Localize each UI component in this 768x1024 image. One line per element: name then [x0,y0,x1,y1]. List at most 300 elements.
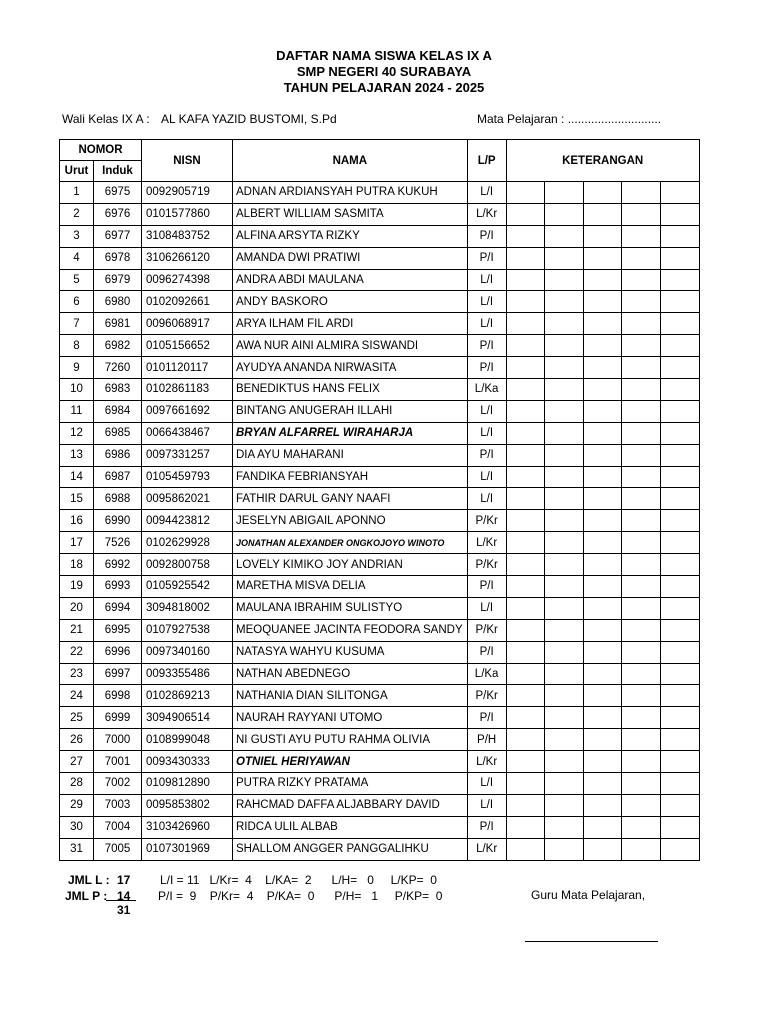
cell-keterangan[interactable] [660,444,699,466]
cell-lp: L/Kr [467,203,506,225]
cell-keterangan[interactable] [506,773,544,795]
cell-keterangan[interactable] [621,182,660,204]
cell-keterangan[interactable] [583,751,621,773]
cell-induk: 6995 [94,619,142,641]
cell-keterangan[interactable] [583,663,621,685]
title-line-3: TAHUN PELAJARAN 2024 - 2025 [283,80,485,95]
cell-keterangan[interactable] [621,510,660,532]
cell-keterangan[interactable] [544,203,583,225]
cell-keterangan[interactable] [621,400,660,422]
cell-keterangan[interactable] [583,729,621,751]
cell-keterangan[interactable] [621,357,660,379]
cell-nama: FATHIR DARUL GANY NAAFI [233,488,468,510]
cell-keterangan[interactable] [660,422,699,444]
cell-nama: ALBERT WILLIAM SASMITA [233,203,468,225]
cell-keterangan[interactable] [621,838,660,860]
cell-urut: 31 [60,838,94,860]
cell-lp: L/Ka [467,663,506,685]
cell-keterangan[interactable] [621,619,660,641]
cell-lp: P/I [467,707,506,729]
cell-keterangan[interactable] [660,794,699,816]
cell-keterangan[interactable] [506,685,544,707]
cell-induk: 7003 [94,794,142,816]
cell-keterangan[interactable] [544,554,583,576]
cell-nama: NATASYA WAHYU KUSUMA [233,641,468,663]
cell-keterangan[interactable] [506,619,544,641]
cell-keterangan[interactable] [544,269,583,291]
cell-induk: 7005 [94,838,142,860]
cell-nisn: 0096068917 [142,313,233,335]
cell-keterangan[interactable] [660,729,699,751]
cell-induk: 6983 [94,379,142,401]
cell-lp: L/I [467,466,506,488]
cell-keterangan[interactable] [506,576,544,598]
cell-keterangan[interactable] [621,794,660,816]
cell-keterangan[interactable] [544,816,583,838]
cell-keterangan[interactable] [544,597,583,619]
table-row [60,225,700,247]
cell-nisn: 0092800758 [142,554,233,576]
cell-keterangan[interactable] [660,269,699,291]
cell-nama: SHALLOM ANGGER PANGGALIHKU [233,838,468,860]
cell-urut: 28 [60,773,94,795]
cell-keterangan[interactable] [506,203,544,225]
cell-nisn: 0102629928 [142,532,233,554]
cell-keterangan[interactable] [660,400,699,422]
cell-keterangan[interactable] [506,641,544,663]
cell-keterangan[interactable] [506,794,544,816]
cell-keterangan[interactable] [621,576,660,598]
cell-urut: 12 [60,422,94,444]
cell-keterangan[interactable] [544,379,583,401]
cell-keterangan[interactable] [544,422,583,444]
cell-nama: NAURAH RAYYANI UTOMO [233,707,468,729]
cell-keterangan[interactable] [506,313,544,335]
title-line-2: SMP NEGERI 40 SURABAYA [296,64,472,79]
cell-keterangan[interactable] [660,466,699,488]
cell-keterangan[interactable] [544,335,583,357]
cell-nisn: 0107301969 [142,838,233,860]
cell-lp: P/I [467,357,506,379]
cell-keterangan[interactable] [621,663,660,685]
cell-keterangan[interactable] [544,532,583,554]
cell-keterangan[interactable] [660,532,699,554]
cell-keterangan[interactable] [660,773,699,795]
cell-keterangan[interactable] [583,225,621,247]
cell-keterangan[interactable] [660,379,699,401]
table-row [60,422,700,444]
cell-nisn: 0108999048 [142,729,233,751]
cell-keterangan[interactable] [660,751,699,773]
cell-urut: 14 [60,466,94,488]
cell-nisn: 0107927538 [142,619,233,641]
cell-keterangan[interactable] [544,619,583,641]
cell-induk: 6984 [94,400,142,422]
cell-nama: RIDCA ULIL ALBAB [233,816,468,838]
cell-nama: MEOQUANEE JACINTA FEODORA SANDY [233,619,468,641]
cell-nisn: 0101577860 [142,203,233,225]
cell-keterangan[interactable] [506,510,544,532]
mata-pelajaran-field: Mata Pelajaran : ............................ [477,112,662,126]
cell-urut: 2 [60,203,94,225]
cell-keterangan[interactable] [506,269,544,291]
cell-nisn: 0105925542 [142,576,233,598]
cell-nisn: 3103426960 [142,816,233,838]
cell-urut: 9 [60,357,94,379]
cell-induk: 6976 [94,203,142,225]
cell-nisn: 0097340160 [142,641,233,663]
cell-keterangan[interactable] [660,335,699,357]
cell-nisn: 0102869213 [142,685,233,707]
table-row [60,291,700,313]
cell-keterangan[interactable] [621,379,660,401]
cell-keterangan[interactable] [506,247,544,269]
jml-l-value: 17 [117,873,131,887]
cell-urut: 29 [60,794,94,816]
sum-rule [106,900,136,901]
cell-keterangan[interactable] [544,838,583,860]
cell-lp: P/I [467,641,506,663]
table-row [60,269,700,291]
cell-keterangan[interactable] [660,291,699,313]
cell-nama: BINTANG ANUGERAH ILLAHI [233,400,468,422]
cell-keterangan[interactable] [660,816,699,838]
table-row [60,182,700,204]
cell-lp: P/I [467,247,506,269]
cell-keterangan[interactable] [660,641,699,663]
cell-lp: L/Kr [467,532,506,554]
cell-nama: JESELYN ABIGAIL APONNO [233,510,468,532]
cell-lp: P/H [467,729,506,751]
cell-keterangan[interactable] [583,816,621,838]
column-keterangan: KETERANGAN [506,140,699,182]
cell-keterangan[interactable] [621,773,660,795]
cell-keterangan[interactable] [583,269,621,291]
cell-urut: 30 [60,816,94,838]
cell-keterangan[interactable] [621,247,660,269]
cell-urut: 13 [60,444,94,466]
cell-keterangan[interactable] [506,532,544,554]
cell-keterangan[interactable] [583,444,621,466]
cell-lp: P/Kr [467,685,506,707]
table-row [60,707,700,729]
cell-keterangan[interactable] [544,641,583,663]
cell-keterangan[interactable] [506,444,544,466]
cell-nisn: 0102861183 [142,379,233,401]
cell-keterangan[interactable] [544,291,583,313]
cell-keterangan[interactable] [621,225,660,247]
cell-nama: AMANDA DWI PRATIWI [233,247,468,269]
cell-keterangan[interactable] [583,400,621,422]
cell-keterangan[interactable] [621,751,660,773]
cell-keterangan[interactable] [506,225,544,247]
cell-keterangan[interactable] [506,466,544,488]
table-row [60,247,700,269]
cell-keterangan[interactable] [506,597,544,619]
cell-keterangan[interactable] [544,663,583,685]
cell-keterangan[interactable] [583,554,621,576]
table-row [60,357,700,379]
cell-urut: 16 [60,510,94,532]
cell-nisn: 0105156652 [142,335,233,357]
cell-keterangan[interactable] [583,597,621,619]
cell-keterangan[interactable] [583,838,621,860]
cell-keterangan[interactable] [621,707,660,729]
table-row [60,379,700,401]
cell-keterangan[interactable] [621,291,660,313]
cell-induk: 6997 [94,663,142,685]
cell-nama: LOVELY KIMIKO JOY ANDRIAN [233,554,468,576]
cell-induk: 6993 [94,576,142,598]
cell-urut: 7 [60,313,94,335]
cell-lp: L/Kr [467,838,506,860]
cell-lp: L/I [467,488,506,510]
jml-p-value: 14 [117,889,131,903]
cell-keterangan[interactable] [544,313,583,335]
table-row [60,532,700,554]
table-row [60,466,700,488]
cell-keterangan[interactable] [544,510,583,532]
cell-keterangan[interactable] [660,313,699,335]
cell-lp: P/Kr [467,510,506,532]
cell-keterangan[interactable] [544,794,583,816]
cell-urut: 21 [60,619,94,641]
cell-keterangan[interactable] [621,532,660,554]
cell-lp: L/Ka [467,379,506,401]
cell-keterangan[interactable] [544,225,583,247]
cell-nama: DIA AYU MAHARANI [233,444,468,466]
cell-keterangan[interactable] [660,707,699,729]
cell-urut: 19 [60,576,94,598]
cell-keterangan[interactable] [660,225,699,247]
cell-lp: P/I [467,225,506,247]
cell-urut: 6 [60,291,94,313]
cell-keterangan[interactable] [544,685,583,707]
cell-keterangan[interactable] [621,269,660,291]
cell-keterangan[interactable] [583,182,621,204]
cell-keterangan[interactable] [583,641,621,663]
cell-keterangan[interactable] [621,641,660,663]
table-row [60,203,700,225]
cell-nisn: 0094423812 [142,510,233,532]
cell-keterangan[interactable] [660,488,699,510]
cell-keterangan[interactable] [660,663,699,685]
cell-keterangan[interactable] [583,335,621,357]
cell-nisn: 0066438467 [142,422,233,444]
cell-nama: ALFINA ARSYTA RIZKY [233,225,468,247]
cell-lp: L/I [467,269,506,291]
column-lp: L/P [467,140,506,182]
cell-keterangan[interactable] [506,357,544,379]
cell-keterangan[interactable] [583,532,621,554]
cell-urut: 10 [60,379,94,401]
cell-nisn: 0097661692 [142,400,233,422]
cell-keterangan[interactable] [621,444,660,466]
cell-keterangan[interactable] [621,422,660,444]
cell-nisn: 0095853802 [142,794,233,816]
cell-keterangan[interactable] [544,707,583,729]
cell-induk: 7001 [94,751,142,773]
cell-keterangan[interactable] [506,729,544,751]
cell-lp: L/I [467,291,506,313]
header-row-1 [60,140,700,161]
cell-nisn: 0109812890 [142,773,233,795]
cell-keterangan[interactable] [506,422,544,444]
cell-keterangan[interactable] [583,247,621,269]
cell-keterangan[interactable] [544,773,583,795]
cell-induk: 6978 [94,247,142,269]
cell-keterangan[interactable] [660,247,699,269]
cell-urut: 24 [60,685,94,707]
cell-urut: 18 [60,554,94,576]
table-row [60,510,700,532]
cell-induk: 6988 [94,488,142,510]
cell-keterangan[interactable] [506,488,544,510]
cell-keterangan[interactable] [583,794,621,816]
cell-keterangan[interactable] [660,510,699,532]
cell-keterangan[interactable] [660,597,699,619]
cell-nama: OTNIEL HERIYAWAN [233,751,468,773]
cell-induk: 6998 [94,685,142,707]
cell-keterangan[interactable] [621,203,660,225]
cell-keterangan[interactable] [544,751,583,773]
cell-induk: 7000 [94,729,142,751]
cell-keterangan[interactable] [544,357,583,379]
cell-keterangan[interactable] [621,685,660,707]
cell-keterangan[interactable] [506,400,544,422]
wali-kelas-name: AL KAFA YAZID BUSTOMI, S.Pd [161,112,337,126]
cell-keterangan[interactable] [506,554,544,576]
cell-nisn: 3094818002 [142,597,233,619]
cell-lp: L/I [467,313,506,335]
cell-keterangan[interactable] [583,576,621,598]
column-urut: Urut [60,161,94,182]
signature-line [525,941,658,942]
cell-keterangan[interactable] [544,729,583,751]
cell-keterangan[interactable] [621,335,660,357]
cell-keterangan[interactable] [544,444,583,466]
cell-induk: 6979 [94,269,142,291]
cell-keterangan[interactable] [660,554,699,576]
cell-keterangan[interactable] [506,335,544,357]
cell-nama: RAHCMAD DAFFA ALJABBARY DAVID [233,794,468,816]
cell-induk: 7526 [94,532,142,554]
cell-keterangan[interactable] [621,597,660,619]
cell-induk: 6999 [94,707,142,729]
cell-nisn: 3106266120 [142,247,233,269]
cell-keterangan[interactable] [621,816,660,838]
cell-keterangan[interactable] [544,182,583,204]
cell-urut: 20 [60,597,94,619]
cell-keterangan[interactable] [544,576,583,598]
cell-keterangan[interactable] [544,247,583,269]
cell-nisn: 0096274398 [142,269,233,291]
cell-keterangan[interactable] [621,554,660,576]
cell-keterangan[interactable] [506,707,544,729]
table-row [60,400,700,422]
cell-keterangan[interactable] [506,379,544,401]
cell-urut: 15 [60,488,94,510]
cell-nama: ANDY BASKORO [233,291,468,313]
cell-keterangan[interactable] [583,422,621,444]
cell-induk: 6992 [94,554,142,576]
cell-lp: P/I [467,444,506,466]
cell-lp: P/I [467,816,506,838]
jml-p-label: JML P : [65,889,108,903]
cell-induk: 6990 [94,510,142,532]
table-row [60,729,700,751]
cell-urut: 25 [60,707,94,729]
cell-keterangan[interactable] [583,379,621,401]
cell-urut: 23 [60,663,94,685]
cell-induk: 6981 [94,313,142,335]
cell-keterangan[interactable] [506,291,544,313]
cell-keterangan[interactable] [583,313,621,335]
cell-nisn: 0093430333 [142,751,233,773]
cell-keterangan[interactable] [506,816,544,838]
cell-keterangan[interactable] [583,291,621,313]
cell-keterangan[interactable] [506,838,544,860]
table-row [60,444,700,466]
cell-keterangan[interactable] [583,619,621,641]
cell-keterangan[interactable] [660,838,699,860]
cell-keterangan[interactable] [506,751,544,773]
cell-keterangan[interactable] [583,707,621,729]
cell-induk: 6986 [94,444,142,466]
jml-total: 31 [117,903,131,917]
cell-keterangan[interactable] [621,466,660,488]
cell-urut: 27 [60,751,94,773]
cell-keterangan[interactable] [583,357,621,379]
cell-keterangan[interactable] [660,685,699,707]
student-table [59,139,700,861]
cell-keterangan[interactable] [506,663,544,685]
cell-induk: 6985 [94,422,142,444]
cell-keterangan[interactable] [583,685,621,707]
cell-lp: P/Kr [467,554,506,576]
cell-keterangan[interactable] [660,182,699,204]
cell-lp: P/Kr [467,619,506,641]
cell-urut: 17 [60,532,94,554]
cell-keterangan[interactable] [544,466,583,488]
cell-nisn: 0095862021 [142,488,233,510]
table-row [60,838,700,860]
cell-induk: 6996 [94,641,142,663]
cell-keterangan[interactable] [506,182,544,204]
cell-keterangan[interactable] [583,466,621,488]
cell-keterangan[interactable] [583,203,621,225]
cell-keterangan[interactable] [544,400,583,422]
cell-keterangan[interactable] [660,203,699,225]
cell-keterangan[interactable] [621,488,660,510]
cell-keterangan[interactable] [660,357,699,379]
cell-keterangan[interactable] [583,510,621,532]
cell-nisn: 3108483752 [142,225,233,247]
table-row [60,816,700,838]
cell-keterangan[interactable] [621,729,660,751]
cell-keterangan[interactable] [544,488,583,510]
table-row [60,685,700,707]
cell-keterangan[interactable] [621,313,660,335]
cell-keterangan[interactable] [660,576,699,598]
cell-lp: L/I [467,597,506,619]
cell-keterangan[interactable] [583,773,621,795]
cell-nama: MARETHA MISVA DELIA [233,576,468,598]
cell-nisn: 0102092661 [142,291,233,313]
cell-keterangan[interactable] [660,619,699,641]
cell-keterangan[interactable] [583,488,621,510]
cell-urut: 3 [60,225,94,247]
